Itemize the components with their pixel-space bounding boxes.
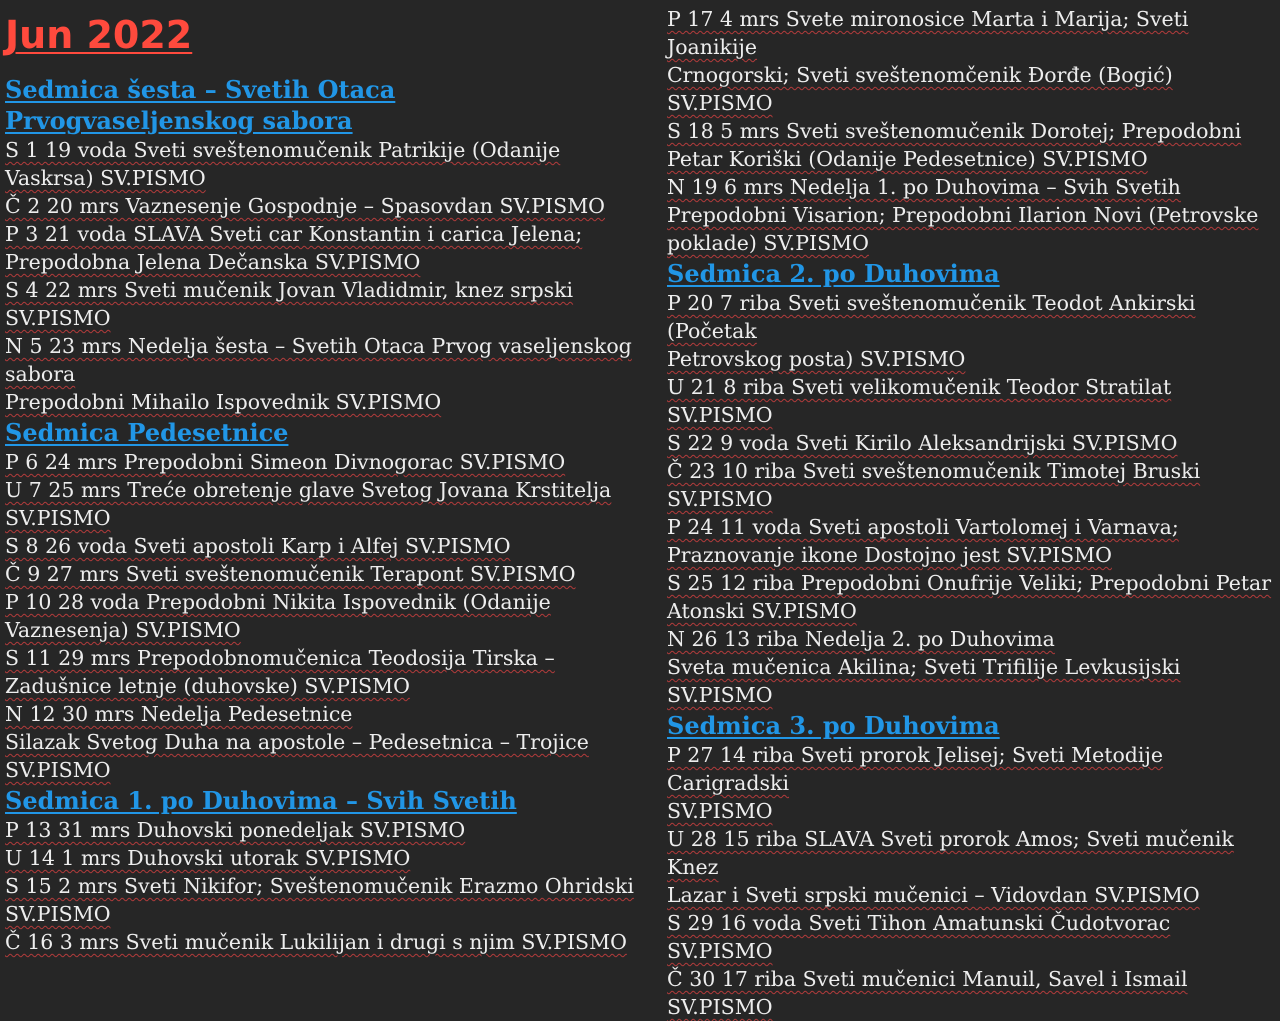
calendar-entry [5,928,645,956]
week-heading-line: Sedmica Pedesetnice [5,418,289,447]
calendar-entry [5,532,645,560]
entry-line: Č 23 10 riba Sveti sveštenomučenik Timotej Bruski [667,459,1201,483]
entry-line: P 27 14 riba Sveti prorok Jelisej; Sveti Metodije Carigradski [667,743,1163,795]
entry-line: S 22 9 voda Sveti Kirilo Aleksandrijski SV.PISMO [667,431,1178,455]
calendar-entry [5,136,645,192]
week-heading [5,74,645,136]
entry-line: U 28 15 riba SLAVA Sveti prorok Amos; Sveti mučenik Knez [667,827,1234,879]
calendar-entry [667,569,1272,625]
calendar-entry [5,332,645,388]
calendar-entry [5,560,645,588]
entry-line: N 12 30 mrs Nedelja Pedesetnice [5,702,353,726]
entry-line: N 26 13 riba Nedelja 2. po Duhovima [667,627,1055,651]
week-heading-line: vaseljenskog sabora [82,106,353,135]
left-column-items [5,74,645,956]
right-column-items [667,5,1272,1021]
calendar-entry [5,644,645,700]
entry-line: U 14 1 mrs Duhovski utorak SV.PISMO [5,846,411,870]
entry-line: U 7 25 mrs Treće obretenje glave Svetog Jovana Krstitelja [5,478,612,502]
entry-line: SV.PISMO [5,306,111,330]
entry-line: S 11 29 mrs Prepodobnomučenica Teodosija Tirska – [5,646,555,670]
right-column [667,5,1272,1021]
calendar-entry [5,192,645,220]
entry-line: P 20 7 riba Sveti sveštenomučenik Teodot Ankirski (Početak [667,291,1196,343]
calendar-entry [667,429,1272,457]
week-heading [667,258,1272,289]
calendar-entry [5,844,645,872]
entry-line: Silazak Svetog Duha na apostole – Pedesetnica – Trojice [5,730,589,754]
entry-line: P 17 4 mrs Svete mironosice Marta i Marija; Sveti Joanikije [667,7,1189,59]
calendar-entry [5,700,645,728]
calendar-entry [667,117,1272,173]
calendar-entry [5,276,645,332]
calendar-entry [5,816,645,844]
entry-line: Crnogorski; Sveti sveštenomčenik Đorđe (Bogić) SV.PISMO [667,63,1173,115]
entry-line: Č 16 3 mrs Sveti mučenik Lukilijan i drugi s njim SV.PISMO [5,930,627,954]
entry-line: Lazar i Sveti srpski mučenici – Vidovdan SV.PISMO [667,883,1200,907]
entry-line: Sveta mučenica Akilina; Sveti Trifilije Levkusijski [667,655,1181,679]
entry-line: N 19 6 mrs Nedelja 1. po Duhovima – Svih Svetih [667,175,1181,199]
entry-line: SV.PISMO [5,506,111,530]
calendar-entry [5,728,645,784]
entry-line: SV.PISMO [5,902,111,926]
calendar-entry [667,289,1272,373]
entry-line: Zadušnice letnje (duhovske) SV.PISMO [5,674,410,698]
entry-line: SV.PISMO [667,995,773,1019]
entry-line: SV.PISMO [667,487,773,511]
calendar-entry [5,476,645,532]
calendar-entry [5,588,645,644]
entry-line: Prepodobni Visarion; Prepodobni Ilarion Novi (Petrovske [667,203,1259,227]
calendar-entry [667,513,1272,569]
left-column [5,0,645,956]
entry-line: Petar Koriški (Odanije Pedesetnice) SV.PISMO [667,147,1148,171]
entry-line: SV.PISMO [667,799,773,823]
calendar-entry [667,965,1272,1021]
entry-line: SV.PISMO [667,683,773,707]
month-title: Jun 2022 [5,13,193,57]
entry-line: Č 30 17 riba Sveti mučenici Manuil, Savel i Ismail [667,967,1188,991]
calendar-entry [667,625,1272,653]
entry-line: Vaznesenja) SV.PISMO [5,618,241,642]
week-heading-line: Sedmica 3. po Duhovima [667,711,1000,740]
entry-line: Prepodobna Jelena Dečanska SV.PISMO [5,250,421,274]
entry-line: Prepodobni Mihailo Ispovednik SV.PISMO [5,390,442,414]
week-heading [667,710,1272,741]
week-heading-line: Sedmica 1. po Duhovima – Svih Svetih [5,786,517,815]
calendar-entry [667,909,1272,965]
entry-line: N 5 23 mrs Nedelja šesta – Svetih Otaca Prvog vaseljenskog [5,334,632,358]
entry-line: P 24 11 voda Sveti apostoli Vartolomej i Varnava; [667,515,1179,539]
entry-line: Č 9 27 mrs Sveti sveštenomučenik Terapont SV.PISMO [5,562,576,586]
entry-line: P 3 21 voda SLAVA Sveti car Konstantin i carica Jelena; [5,222,583,246]
calendar-entry [667,373,1272,429]
calendar-entry [667,825,1272,909]
entry-line: Praznovanje ikone Dostojno jest SV.PISMO [667,543,1112,567]
entry-line: Atonski SV.PISMO [667,599,857,623]
calendar-entry [5,872,645,928]
entry-line: P 13 31 mrs Duhovski ponedeljak SV.PISMO [5,818,466,842]
week-heading-line: Sedmica 2. po Duhovima [667,259,1000,288]
entry-line: S 25 12 riba Prepodobni Onufrije Veliki; Prepodobni Petar [667,571,1272,595]
entry-line: S 8 26 voda Sveti apostoli Karp i Alfej SV.PISMO [5,534,511,558]
entry-line: sabora [5,362,76,386]
calendar-entry [667,457,1272,513]
entry-line: P 6 24 mrs Prepodobni Simeon Divnogorac SV.PISMO [5,450,566,474]
calendar-entry [5,220,645,276]
calendar-entry [667,741,1272,825]
entry-line: poklade) SV.PISMO [667,231,869,255]
entry-line: S 1 19 voda Sveti sveštenomučenik Patrikije (Odanije [5,138,561,162]
entry-line: Petrovskog posta) SV.PISMO [667,347,966,371]
entry-line: S 18 5 mrs Sveti sveštenomučenik Dorotej; Prepodobni [667,119,1242,143]
entry-line: Č 2 20 mrs Vaznesenje Gospodnje – Spasovdan SV.PISMO [5,194,605,218]
calendar-entry [667,5,1272,117]
entry-line: S 29 16 voda Sveti Tihon Amatunski Čudotvorac SV.PISMO [667,911,1171,963]
calendar-entry [667,173,1272,257]
calendar-entry [5,448,645,476]
week-heading [5,417,645,448]
calendar-entry [5,388,645,416]
week-heading-line: Sedmica šesta – Svetih Otaca Prvog [5,75,396,135]
entry-line: P 10 28 voda Prepodobni Nikita Ispovednik (Odanije [5,590,551,614]
entry-line: SV.PISMO [5,758,111,782]
entry-line: S 15 2 mrs Sveti Nikifor; Sveštenomučenik Erazmo Ohridski [5,874,634,898]
week-heading [5,785,645,816]
entry-line: Vaskrsa) SV.PISMO [5,166,206,190]
entry-line: S 4 22 mrs Sveti mučenik Jovan Vladidmir, knez srpski [5,278,574,302]
entry-line: U 21 8 riba Sveti velikomučenik Teodor Stratilat SV.PISMO [667,375,1172,427]
calendar-entry [667,653,1272,709]
